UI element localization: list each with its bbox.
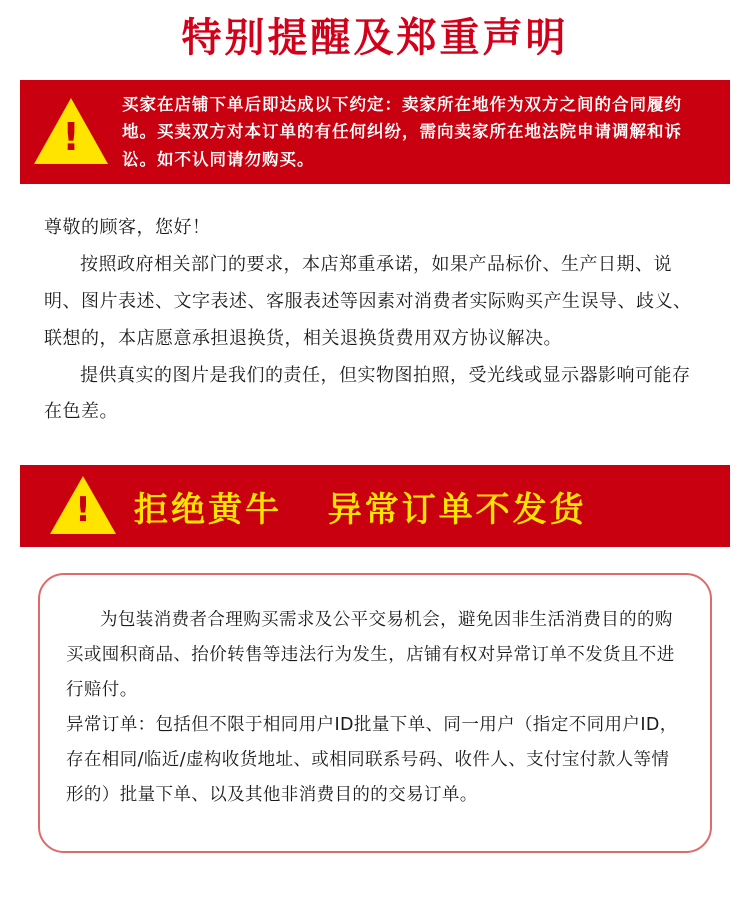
banner2-text-right: 异常订单不发货 (327, 489, 587, 530)
body-text-block (44, 210, 706, 431)
page-title: 特别提醒及郑重声明 (181, 15, 569, 61)
warning-triangle-icon (50, 476, 116, 536)
notice-banner-text: 买家在店铺下单后即达成以下约定：卖家所在地作为双方之间的合同履约地。买卖双方对本订单的有任何纠纷，需向卖家所在地法院申请调解和诉讼。如不认同请勿购买。 (122, 95, 682, 169)
no-scalper-banner (20, 465, 730, 547)
abnormal-order-policy-box (38, 573, 712, 853)
exclamation-mark: ! (75, 490, 91, 531)
exclamation-mark: ! (62, 115, 80, 159)
warning-triangle-icon (34, 98, 108, 166)
policy-paragraph-2: 异常订单：包括但不限于相同用户ID批量下单、同一用户（指定不同用户ID，存在相同/临近/虚构收货地址、或相同联系号码、收件人、支付宝付款人等情形的）批量下单、以及其他非消费目的的交易订单。 (66, 715, 678, 806)
policy-paragraph-1: 为包装消费者合理购买需求及公平交易机会，避免因非生活消费目的的购买或囤积商品、抬价转售等违法行为发生，店铺有权对异常订单不发货且不进行赔付。 (66, 610, 675, 701)
body-paragraph-1: 按照政府相关部门的要求，本店郑重承诺，如果产品标价、生产日期、说明、图片表述、文字表述、客服表述等因素对消费者实际购买产生误导、歧义、联想的，本店愿意承担退换货，相关退换货费用双方协议解决。 (44, 253, 692, 349)
banner2-text-left: 拒绝黄牛 (134, 489, 282, 530)
greeting-line: 尊敬的顾客，您好！ (44, 217, 211, 238)
notice-banner (20, 80, 730, 184)
body-paragraph-2: 提供真实的图片是我们的责任，但实物图拍照，受光线或显示器影响可能存在色差。 (44, 364, 691, 423)
no-scalper-banner-text (134, 482, 587, 531)
